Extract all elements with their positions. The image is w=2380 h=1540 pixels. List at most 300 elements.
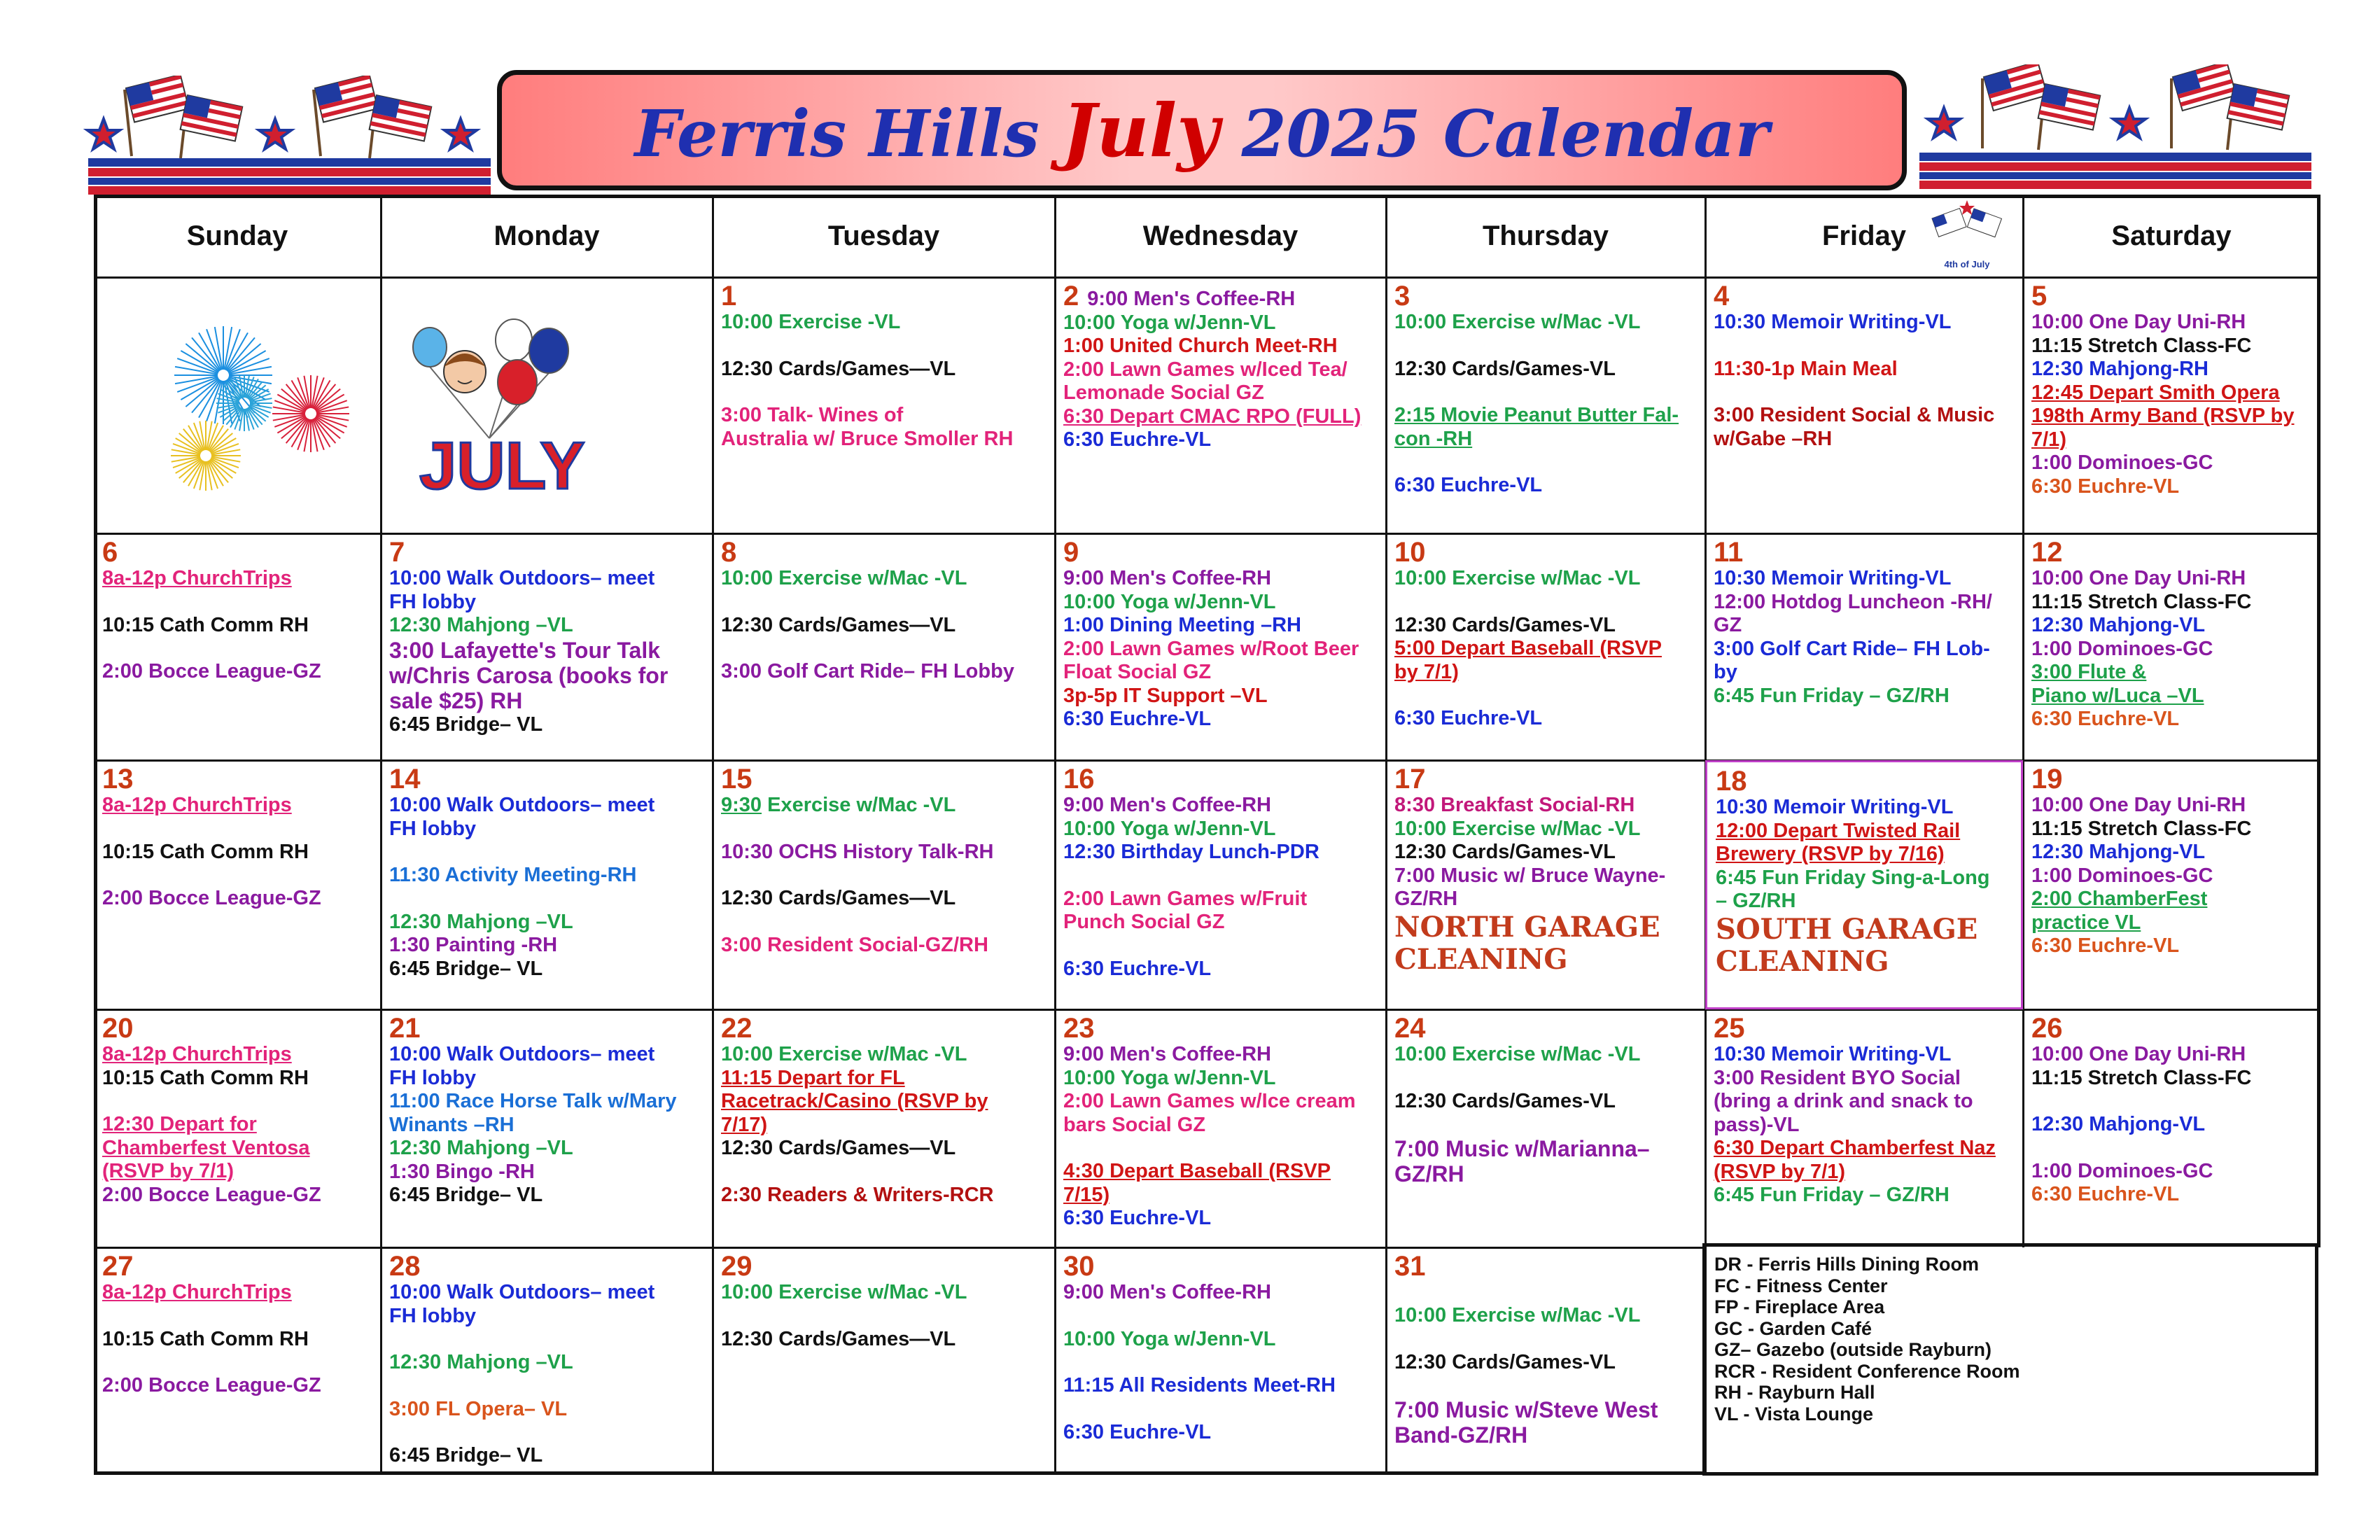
event-text: 10:30 Memoir Writing-VL — [1714, 1043, 1952, 1065]
event-text: 10:00 Exercise w/Mac -VL — [721, 567, 967, 589]
event-text: bars Social GZ — [1063, 1113, 1206, 1136]
event-text: 11:15 Stretch Class-FC — [2031, 817, 2252, 840]
event-text: 10:00 Walk Outdoors– meet — [389, 1281, 655, 1303]
event-text: 3:00 Flute & — [2031, 661, 2147, 683]
day-cell-7 — [381, 533, 713, 760]
event-text: 6:30 Euchre-VL — [1063, 428, 1212, 451]
event-text: 7:00 Music w/Marianna– — [1394, 1136, 1650, 1161]
event-text: 3:00 Resident Social-GZ/RH — [721, 933, 988, 956]
day-cell-15 — [713, 760, 1055, 1009]
spacer — [389, 1375, 706, 1398]
spacer — [102, 1351, 374, 1374]
event-text: sale $25) RH — [389, 687, 523, 713]
july-illustration-text: JULY — [419, 428, 585, 503]
firework-burst-icon — [171, 421, 241, 491]
day-cell-22 — [713, 1009, 1055, 1247]
day-cell-9 — [1055, 533, 1386, 760]
day-cell-29 — [713, 1247, 1055, 1474]
bunting-stripe — [88, 186, 491, 195]
event-text: 10:30 Memoir Writing-VL — [1714, 311, 1952, 333]
event-text: 11:15 All Residents Meet-RH — [1063, 1374, 1336, 1396]
day-cell-26 — [2023, 1009, 2320, 1247]
day-number-row — [1394, 764, 1698, 794]
spacer — [1394, 591, 1698, 614]
event-text: 7:00 Music w/ Bruce Wayne- — [1394, 864, 1666, 887]
day-cell-19 — [2023, 760, 2320, 1009]
day-number-row — [389, 1252, 706, 1281]
event-text: 10:00 Exercise w/Mac -VL — [721, 1281, 967, 1303]
event-text: 10:00 Exercise w/Mac -VL — [721, 1043, 967, 1065]
event-text: 10:00 Walk Outdoors– meet — [389, 567, 655, 589]
title-month: July — [1061, 87, 1219, 174]
event-text: 12:30 Mahjong-RH — [2031, 358, 2208, 380]
day-cell-2 — [1055, 277, 1386, 533]
day-number: 13 — [102, 764, 134, 794]
event-text: (RSVP by 7/1) — [1714, 1160, 1846, 1183]
spacer — [1714, 381, 2016, 404]
event-text: 10:00 One Day Uni-RH — [2031, 311, 2246, 333]
event-text: Winants –RH — [389, 1113, 514, 1136]
event-text: – GZ/RH — [1716, 890, 1796, 912]
event-text: 10:00 Exercise w/Mac -VL — [1394, 817, 1641, 840]
event-text: 10:30 OCHS History Talk-RH — [721, 840, 994, 863]
spacer — [1063, 1137, 1379, 1160]
day-number-row — [389, 538, 706, 567]
spacer — [389, 1421, 706, 1444]
event-text: Chamberfest Ventosa — [102, 1136, 310, 1159]
day-number-row — [1063, 281, 1379, 312]
day-header-monday: Monday — [493, 220, 600, 251]
event-text: 7/17) — [721, 1113, 768, 1136]
spacer — [721, 1305, 1048, 1328]
event-text: 12:00 Depart Twisted Rail — [1716, 819, 1961, 842]
day-number: 15 — [721, 764, 752, 794]
american-flag-icon — [2038, 84, 2101, 150]
day-cell-8 — [713, 533, 1055, 760]
day-cell-20 — [94, 1009, 381, 1247]
event-time: 9:30 — [721, 794, 762, 816]
event-text: 6:45 Bridge– VL — [389, 713, 543, 736]
firework-burst-icon — [174, 326, 272, 424]
event-text: 12:30 Cards/Games—VL — [721, 613, 956, 636]
day-number: 2 — [1063, 281, 1079, 312]
event-text: 10:15 Cath Comm RH — [102, 1066, 309, 1089]
event-text: Exercise w/Mac -VL — [762, 794, 956, 816]
star-icon — [259, 119, 291, 149]
event-text: 10:00 Yoga w/Jenn-VL — [1063, 1327, 1276, 1350]
bunting-stripe — [1919, 153, 2311, 161]
event-text — [721, 794, 1048, 818]
legend-item: GZ– Gazebo (outside Rayburn) — [1714, 1339, 1992, 1360]
day-cell-24 — [1386, 1009, 1705, 1247]
day-number-row — [721, 1014, 1048, 1043]
day-cell-1 — [713, 277, 1055, 533]
event-text: 6:30 Euchre-VL — [2031, 934, 2180, 957]
event-text: 12:30 Mahjong –VL — [389, 614, 573, 636]
event-text: GZ/RH — [1394, 888, 1458, 910]
event-text: 5:00 Depart Baseball (RSVP — [1394, 637, 1662, 659]
day-number-row — [1063, 764, 1379, 794]
american-flag-icon — [1982, 64, 2047, 148]
event-text: 10:00 Exercise -VL — [721, 311, 901, 333]
spacer — [2031, 1137, 2313, 1160]
spacer — [721, 1161, 1048, 1184]
bunting-stripe — [1919, 181, 2311, 189]
day-number-row — [1394, 538, 1698, 567]
event-text: 12:30 Mahjong-VL — [2031, 841, 2206, 863]
event-text: 12:30 Cards/Games—VL — [721, 1327, 956, 1350]
event-text: 11:15 Stretch Class-FC — [2031, 590, 2252, 613]
event-text: 8a-12p ChurchTrips — [102, 794, 292, 816]
event-text: 10:00 Yoga w/Jenn-VL — [1063, 1066, 1276, 1089]
day-number: 7 — [389, 537, 405, 568]
star-icon — [2113, 108, 2146, 138]
spacer — [102, 591, 374, 614]
day-number-row — [1063, 1252, 1379, 1281]
event-text: 4:30 Depart Baseball (RSVP — [1063, 1160, 1331, 1182]
event-text: 12:30 Cards/Games-VL — [1394, 357, 1616, 380]
day-number-row — [721, 538, 1048, 567]
event-text: 2:30 Readers & Writers-RCR — [721, 1183, 994, 1206]
event-text: 6:45 Fun Friday Sing-a-Long — [1716, 866, 1990, 889]
event-text: 10:30 Memoir Writing-VL — [1714, 567, 1952, 589]
event-text: FH lobby — [389, 590, 477, 613]
event-text: FH lobby — [389, 1304, 477, 1327]
bunting-stripe — [88, 158, 491, 167]
spacer — [721, 637, 1048, 660]
event-text: 6:30 Depart CMAC RPO (FULL) — [1063, 405, 1362, 428]
flag-banner-left — [83, 76, 496, 202]
day-header-saturday: Saturday — [2111, 220, 2232, 251]
event-text: 10:00 Exercise w/Mac -VL — [1394, 311, 1641, 333]
balloon-icon — [529, 328, 568, 373]
spacer — [1714, 335, 2016, 358]
event-text: 9:00 Men's Coffee-RH — [1063, 1281, 1271, 1303]
day-header-tuesday: Tuesday — [827, 220, 940, 251]
legend-item: GC - Garden Café — [1714, 1317, 1872, 1339]
event-text: 8a-12p ChurchTrips — [102, 1043, 292, 1065]
event-text: 10:15 Cath Comm RH — [102, 1327, 309, 1350]
event-text: GZ/RH — [1394, 1161, 1464, 1186]
spacer — [721, 381, 1048, 404]
spacer — [1394, 1281, 1698, 1304]
day-number: 12 — [2031, 537, 2063, 568]
day-number: 17 — [1394, 764, 1426, 794]
day-number: 5 — [2031, 281, 2047, 312]
event-text: SOUTH GARAGE — [1716, 912, 1978, 946]
day-cell-17 — [1386, 760, 1705, 1009]
day-number-row — [1714, 281, 2016, 311]
spacer — [721, 591, 1048, 614]
event-text: Brewery (RSVP by 7/16) — [1716, 843, 1945, 865]
event-text: Band-GZ/RH — [1394, 1422, 1528, 1448]
event-text: 6:30 Euchre-VL — [1063, 1207, 1212, 1229]
event-text: 10:15 Cath Comm RH — [102, 613, 309, 636]
bunting-stripe — [88, 178, 491, 185]
event-text: Racetrack/Casino (RSVP by — [721, 1090, 988, 1112]
event-text: 7/1) — [2031, 428, 2066, 451]
event-text: 1:30 Painting -RH — [389, 934, 558, 956]
event-text: 2:00 Bocce League-GZ — [102, 1374, 321, 1396]
event-text: 2:00 Lawn Games w/Iced Tea/ — [1063, 358, 1348, 381]
spacer — [1394, 451, 1698, 474]
event-text: 3:00 Golf Cart Ride– FH Lob- — [1714, 637, 1990, 660]
fourth-of-july-badge — [1918, 197, 2016, 274]
day-number-row — [721, 764, 1048, 794]
event-text: 12:30 Birthday Lunch-PDR — [1063, 841, 1320, 863]
day-number: 30 — [1063, 1251, 1095, 1282]
american-flag-icon — [370, 95, 432, 158]
spacer — [102, 1305, 374, 1328]
day-cell-31 — [1386, 1247, 1705, 1474]
event-text: 7/15) — [1063, 1183, 1110, 1206]
event-text: CLEANING — [1716, 944, 1889, 978]
event-text: 7:00 Music w/Steve West — [1394, 1397, 1658, 1422]
event-text: 10:00 One Day Uni-RH — [2031, 794, 2246, 816]
day-number: 14 — [389, 764, 421, 794]
star-icon — [1928, 108, 1960, 138]
event-text: 2:00 Bocce League-GZ — [102, 887, 321, 909]
day-number: 26 — [2031, 1013, 2063, 1044]
spacer — [2031, 1090, 2313, 1113]
spacer — [1063, 934, 1379, 958]
day-header-friday: Friday — [1821, 220, 1907, 251]
balloon-icon — [498, 360, 537, 405]
day-number: 11 — [1714, 537, 1744, 568]
page-title — [635, 88, 1770, 174]
day-cell-11 — [1705, 533, 2023, 760]
event-text: 12:30 Mahjong-VL — [2031, 1113, 2206, 1135]
day-cell-28 — [381, 1247, 713, 1474]
event-text: 11:15 Stretch Class-FC — [2031, 334, 2252, 357]
event-text: 6:30 Euchre-VL — [1394, 707, 1543, 729]
spacer — [1063, 1351, 1379, 1374]
day-number: 16 — [1063, 764, 1095, 794]
event-text: 1:00 Dominoes-GC — [2031, 637, 2213, 660]
event-text: 10:00 Walk Outdoors– meet — [389, 794, 655, 816]
spacer — [721, 864, 1048, 887]
event-text: 9:00 Men's Coffee-RH — [1063, 794, 1271, 816]
day-cell-6 — [94, 533, 381, 760]
event-text: pass)-VL — [1714, 1113, 1800, 1136]
event-text: 6:45 Bridge– VL — [389, 1184, 543, 1206]
american-flag-icon — [2171, 64, 2236, 148]
spacer — [102, 818, 374, 841]
day-cell-4 — [1705, 277, 2023, 533]
legend-item: FC - Fitness Center — [1714, 1275, 1888, 1296]
event-text: 198th Army Band (RSVP by — [2031, 405, 2295, 427]
event-text: by — [1714, 661, 1737, 683]
spacer — [389, 1328, 706, 1351]
event-text: 3:00 Resident Social & Music — [1714, 404, 1995, 426]
spacer — [721, 335, 1048, 358]
event-text: FH lobby — [389, 1066, 477, 1089]
location-legend — [1702, 1243, 2318, 1476]
firework-burst-icon — [272, 375, 349, 452]
day-number-row — [2031, 1014, 2313, 1043]
title-part1: Ferris Hills — [634, 95, 1040, 172]
day-number-row — [2031, 538, 2313, 567]
day-number: 29 — [721, 1251, 752, 1282]
day-cell-12 — [2023, 533, 2320, 760]
day-number-row — [1394, 1252, 1698, 1281]
event-text: 6:30 Depart Chamberfest Naz — [1714, 1137, 1996, 1159]
day-cell-16 — [1055, 760, 1386, 1009]
event-text: Lemonade Social GZ — [1063, 382, 1264, 404]
day-cell-27 — [94, 1247, 381, 1474]
legend-item: RH - Rayburn Hall — [1714, 1382, 1875, 1403]
day-number: 23 — [1063, 1013, 1095, 1044]
day-number-row — [721, 281, 1048, 311]
spacer — [1394, 1067, 1698, 1090]
day-number: 18 — [1716, 766, 1747, 797]
event-text: Piano w/Luca –VL — [2031, 684, 2204, 707]
event-text: 6:45 Bridge– VL — [389, 1444, 543, 1466]
day-cell-10 — [1386, 533, 1705, 760]
day-header-thursday: Thursday — [1482, 220, 1609, 251]
event-text: 12:30 Cards/Games-VL — [1394, 1350, 1616, 1373]
american-flag-icon — [2227, 84, 2290, 150]
bunting-stripe — [88, 168, 491, 176]
event-text: GZ — [1714, 614, 1742, 636]
day-number: 4 — [1714, 281, 1730, 312]
event-text: 3:00 Lafayette's Tour Talk — [389, 637, 660, 663]
event-text: 2:00 Lawn Games w/Ice cream — [1063, 1090, 1356, 1112]
day-number-row — [1716, 766, 2014, 796]
event-text: 12:30 Cards/Games—VL — [721, 887, 956, 909]
day-cell-23 — [1055, 1009, 1386, 1247]
day-number-row — [1063, 1014, 1379, 1043]
legend-item: FP - Fireplace Area — [1714, 1296, 1885, 1317]
spacer — [389, 841, 706, 864]
day-number: 24 — [1394, 1013, 1426, 1044]
event-text: 6:30 Euchre-VL — [2031, 1183, 2180, 1205]
legend-item: RCR - Resident Conference Room — [1714, 1360, 2020, 1382]
day-cell-18 — [1705, 760, 2023, 1009]
day-number-row — [102, 764, 374, 794]
day-header-wednesday: Wednesday — [1142, 220, 1298, 251]
event-text: 3:00 Golf Cart Ride– FH Lobby — [721, 660, 1014, 682]
spacer — [1394, 684, 1698, 707]
event-text: (RSVP by 7/1) — [102, 1160, 234, 1182]
day-number: 22 — [721, 1013, 752, 1044]
spacer — [1063, 1398, 1379, 1421]
event-text: Australia w/ Bruce Smoller RH — [721, 427, 1014, 450]
event-text: 1:00 Dominoes-GC — [2031, 451, 2213, 474]
day-number-row — [1394, 1014, 1698, 1043]
day-number-row — [102, 538, 374, 567]
fireworks-illustration — [146, 298, 377, 508]
day-number: 21 — [389, 1013, 421, 1044]
day-number-row — [721, 1252, 1048, 1281]
day-number: 31 — [1394, 1251, 1426, 1282]
day-cell-14 — [381, 760, 713, 1009]
american-flag-icon — [181, 95, 243, 158]
spacer — [1394, 1113, 1698, 1136]
july-balloon-illustration — [391, 298, 657, 508]
event-text: 10:30 Memoir Writing-VL — [1716, 796, 1954, 818]
legend-item: DR - Ferris Hills Dining Room — [1714, 1254, 1980, 1275]
event-text: 11:30 Activity Meeting-RH — [389, 864, 637, 886]
spacer — [1394, 1328, 1698, 1351]
event-text: con -RH — [1394, 427, 1473, 450]
event-text: 8a-12p ChurchTrips — [102, 1281, 292, 1303]
event-text: 6:30 Euchre-VL — [1063, 708, 1212, 730]
event-text: 12:30 Mahjong –VL — [389, 1137, 573, 1159]
spacer — [1063, 1305, 1379, 1328]
event-text: 2:00 Bocce League-GZ — [102, 660, 321, 682]
event-text: 2:00 Bocce League-GZ — [102, 1183, 321, 1206]
event-text: 6:30 Euchre-VL — [2031, 708, 2180, 730]
event-text: 12:30 Cards/Games-VL — [1394, 1089, 1616, 1112]
event-text: CLEANING — [1394, 942, 1568, 976]
day-cell-25 — [1705, 1009, 2023, 1247]
event-text: Float Social GZ — [1063, 661, 1212, 683]
spacer — [721, 818, 1048, 841]
day-number-row — [2031, 281, 2313, 311]
bunting-stripe — [1919, 162, 2311, 171]
event-text: FH lobby — [389, 817, 477, 840]
event-text: 1:30 Bingo -RH — [389, 1160, 535, 1183]
event-text: 2:00 ChamberFest — [2031, 888, 2208, 910]
day-number: 19 — [2031, 764, 2063, 794]
day-number-row — [102, 1014, 374, 1043]
day-number-row — [102, 1252, 374, 1281]
event-text: 12:30 Cards/Games—VL — [721, 357, 956, 380]
spacer — [102, 637, 374, 660]
event-text: 12:30 Mahjong-VL — [2031, 614, 2206, 636]
spacer — [1394, 1374, 1698, 1397]
event-text: 6:30 Euchre-VL — [2031, 475, 2180, 498]
event-text: 2:00 Lawn Games w/Fruit — [1063, 887, 1308, 910]
event-text: 2:00 Lawn Games w/Root Beer — [1063, 637, 1359, 660]
balloon-icon — [496, 319, 532, 361]
event-text: 11:30-1p Main Meal — [1714, 357, 1898, 380]
event-text: 9:00 Men's Coffee-RH — [1063, 567, 1271, 589]
day-number: 10 — [1394, 537, 1426, 568]
event-text: 10:00 One Day Uni-RH — [2031, 1043, 2246, 1065]
bunting-stripe — [1919, 172, 2311, 179]
event-text: 10:00 Exercise w/Mac -VL — [1394, 567, 1641, 589]
event-text: 10:15 Cath Comm RH — [102, 840, 309, 863]
day-number-row — [1063, 538, 1379, 567]
day-cell-3 — [1386, 277, 1705, 533]
star-icon — [88, 119, 120, 149]
day-cell-30 — [1055, 1247, 1386, 1474]
event-text: 12:30 Cards/Games-VL — [1394, 841, 1616, 863]
event-text: 12:30 Cards/Games—VL — [721, 1137, 956, 1159]
day-cell-21 — [381, 1009, 713, 1247]
event-text: 3:00 Resident BYO Social — [1714, 1066, 1961, 1089]
event-text: 1:00 United Church Meet-RH — [1063, 335, 1338, 357]
day-number: 25 — [1714, 1013, 1745, 1044]
event-text: 12:30 Depart for — [102, 1113, 257, 1135]
event-text: 10:00 Yoga w/Jenn-VL — [1063, 311, 1276, 334]
day-number: 28 — [389, 1251, 421, 1282]
event-text: 6:30 Euchre-VL — [1063, 957, 1212, 980]
event-text: 10:00 Exercise w/Mac -VL — [1394, 1304, 1641, 1326]
event-text: 3:00 FL Opera– VL — [389, 1397, 568, 1420]
event-text: practice VL — [2031, 911, 2141, 934]
spacer — [389, 888, 706, 911]
event-text: 6:45 Bridge– VL — [389, 957, 543, 980]
spacer — [102, 1090, 374, 1113]
spacer — [1394, 335, 1698, 358]
spacer — [1394, 381, 1698, 404]
day-number: 27 — [102, 1251, 134, 1282]
event-text: 6:30 Euchre-VL — [1063, 1420, 1212, 1443]
event-text: 2:15 Movie Peanut Butter Fal- — [1394, 404, 1679, 426]
